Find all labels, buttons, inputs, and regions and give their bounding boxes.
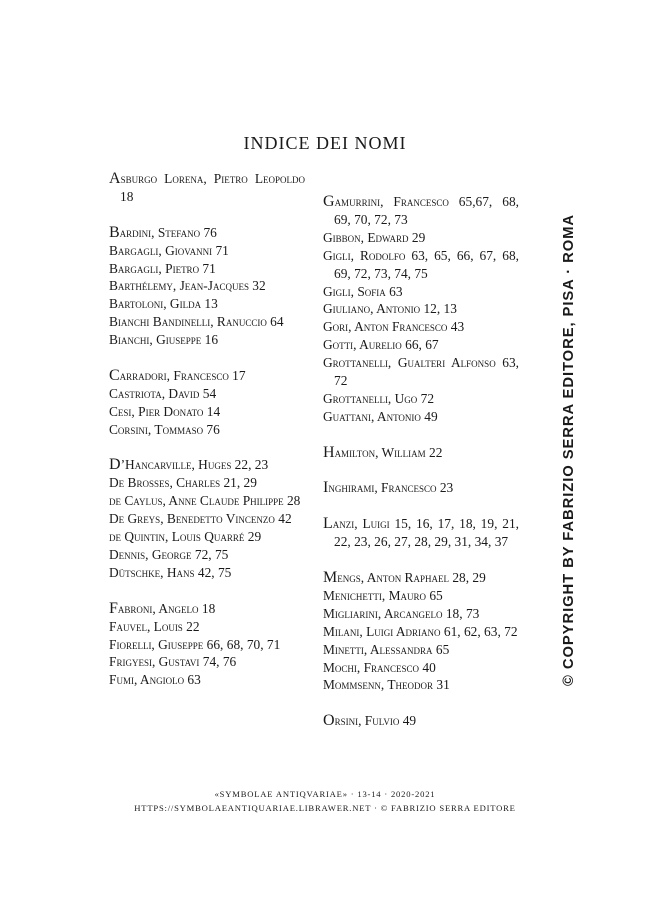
index-entry: Gigli, Sofia 63: [323, 283, 403, 299]
index-entry: Barthélemy, Jean-Jacques 32: [109, 278, 266, 294]
copyright-notice: [558, 210, 578, 686]
index-entry: Fabroni, Angelo 18: [109, 599, 216, 617]
index-entry: Dütschke, Hans 42, 75: [109, 564, 232, 580]
index-entry: Carradori, Francesco 17: [109, 366, 246, 384]
index-entry: Bartoloni, Gilda 13: [109, 296, 218, 312]
index-entry: D’Hancarville, Huges 22, 23: [109, 456, 269, 474]
page-title: INDICE DEI NOMI: [243, 133, 407, 153]
index-entry: Lanzi, Luigi 15, 16, 17, 18, 19, 21, 22, 23, 26, 27, 28, 29, 31, 34, 37: [323, 515, 519, 550]
index-entry: Hamilton, William 22: [323, 443, 443, 461]
index-entry: Gotti, Aurelio 66, 67: [323, 337, 439, 353]
initial-letter: G: [323, 193, 335, 210]
copyright-text: © COPYRIGHT BY FABRIZIO SERRA EDITORE, PISA · ROMA: [561, 220, 577, 686]
index-entry: Orsini, Fulvio 49: [323, 712, 417, 730]
index-entry: Asburgo Lorena, Pietro Leopoldo 18: [109, 170, 305, 204]
index-entry: Bardini, Stefano 76: [109, 223, 217, 241]
index-entry: Fumi, Angiolo 63: [109, 672, 201, 688]
initial-letter: C: [109, 366, 120, 384]
initial-letter: L: [323, 515, 333, 533]
journal-reference: «SYMBOLAE ANTIQVARIAE» · 13-14 · 2020-2021: [214, 789, 436, 799]
index-entry: Corsini, Tommaso 76: [109, 421, 220, 437]
index-entry: Mengs, Anton Raphael 28, 29: [323, 568, 486, 586]
website-line: HTTPS://SYMBOLAEANTIQUARIAE.LIBRAWER.NET · © FABRIZIO SERRA EDITORE: [134, 803, 516, 813]
index-entry: Minetti, Alessandra 65: [323, 641, 450, 657]
index-column-left: [109, 170, 305, 689]
index-entry: Giuliano, Antonio 12, 13: [323, 301, 457, 317]
index-entry: Mochi, Francesco 40: [323, 659, 436, 675]
index-entry: Bargagli, Giovanni 71: [109, 242, 229, 258]
index-entry: Migliarini, Arcangelo 18, 73: [323, 605, 480, 621]
index-column-right: [323, 193, 519, 730]
initial-letter: B: [109, 223, 120, 241]
index-entry: Menichetti, Mauro 65: [323, 587, 443, 603]
index-entry: de Quintin, Louis Quarré 29: [109, 529, 262, 545]
initial-letter: A: [109, 170, 121, 187]
index-entry: Gori, Anton Francesco 43: [323, 319, 465, 335]
index-entry: De Brosses, Charles 21, 29: [109, 475, 257, 491]
index-entry: Fiorelli, Giuseppe 66, 68, 70, 71: [109, 636, 281, 652]
index-entry: Fauvel, Louis 22: [109, 618, 200, 634]
initial-letter: M: [323, 568, 338, 586]
index-entry: Bargagli, Pietro 71: [109, 260, 216, 276]
initial-letter: H: [323, 443, 335, 461]
index-entry: Bianchi Bandinelli, Ranuccio 64: [109, 314, 284, 330]
index-entry: Castriota, David 54: [109, 385, 217, 401]
index-entry: Gamurrini, Francesco 65,67, 68, 69, 70, 72, 73: [323, 193, 519, 227]
index-entry: Bianchi, Giuseppe 16: [109, 332, 219, 348]
index-entry: Mommsenn, Theodor 31: [323, 677, 450, 693]
index-entry: de Caylus, Anne Claude Philippe 28: [109, 493, 301, 509]
index-entry: Guattani, Antonio 49: [323, 408, 438, 424]
index-entry: Milani, Luigi Adriano 61, 62, 63, 72: [323, 623, 518, 639]
index-entry: Gigli, Rodolfo 63, 65, 66, 67, 68, 69, 72, 73, 74, 75: [323, 247, 519, 281]
index-entry: Dennis, George 72, 75: [109, 546, 229, 562]
index-entry: Grottanelli, Ugo 72: [323, 390, 435, 406]
index-entry: De Greys, Benedetto Vincenzo 42: [109, 511, 292, 527]
initial-letter: D: [109, 456, 121, 474]
initial-letter: O: [323, 712, 335, 730]
index-entry: Cesi, Pier Donato 14: [109, 403, 221, 419]
initial-letter: I: [323, 479, 329, 497]
index-entry: Frigyesi, Gustavi 74, 76: [109, 654, 237, 670]
index-entry: Inghirami, Francesco 23: [323, 479, 454, 497]
index-entry: Grottanelli, Gualteri Alfonso 63, 72: [323, 355, 519, 389]
index-entry: Gibbon, Edward 29: [323, 229, 426, 245]
initial-letter: F: [109, 599, 118, 617]
